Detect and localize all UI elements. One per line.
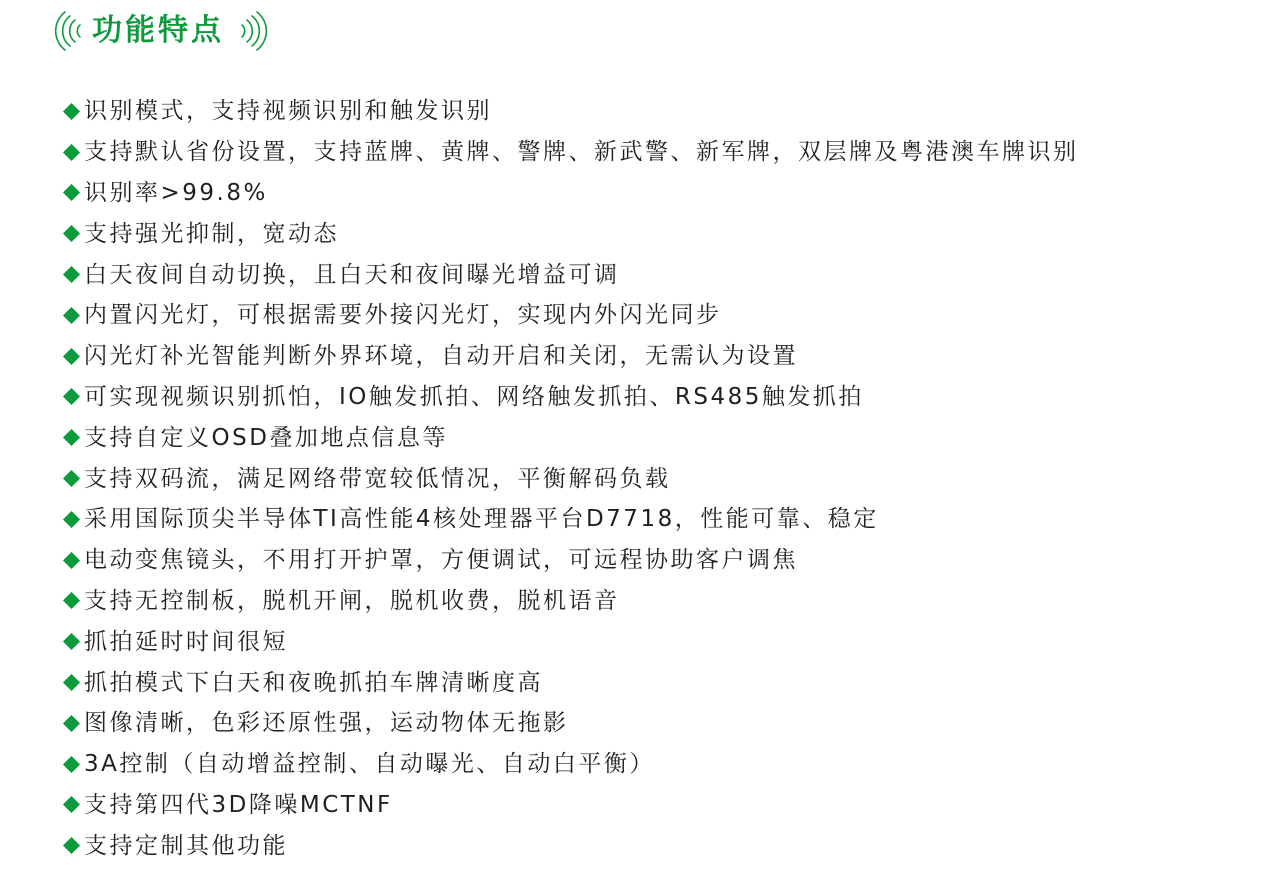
green-diamond-icon	[62, 671, 84, 695]
sound-waves-left-icon	[52, 9, 86, 53]
sound-waves-right-icon	[236, 9, 270, 53]
green-diamond-icon	[62, 385, 84, 409]
green-diamond-icon	[62, 426, 84, 450]
green-diamond-icon	[62, 181, 84, 205]
green-diamond-icon	[62, 834, 84, 858]
green-diamond-icon	[62, 507, 84, 531]
feature-text: 3A控制（自动增益控制、自动曝光、自动白平衡）	[84, 751, 655, 778]
feature-text: 支持定制其他功能	[84, 832, 288, 859]
green-diamond-icon	[62, 344, 84, 368]
feature-text: 支持双码流，满足网络带宽较低情况，平衡解码负载	[84, 465, 671, 492]
green-diamond-icon	[62, 467, 84, 491]
list-item	[62, 785, 1079, 826]
feature-text: 支持默认省份设置，支持蓝牌、黄牌、警牌、新武警、新军牌，双层牌及粤港澳车牌识别	[84, 139, 1079, 166]
list-item	[62, 458, 1079, 499]
list-item	[62, 581, 1079, 622]
list-item	[62, 662, 1079, 703]
page-title: 功能特点	[92, 13, 224, 48]
green-diamond-icon	[62, 630, 84, 654]
green-diamond-icon	[62, 303, 84, 327]
feature-text: 支持自定义OSD叠加地点信息等	[84, 424, 448, 451]
section-header	[52, 8, 270, 54]
feature-list	[62, 91, 1079, 866]
feature-text: 白天夜间自动切换，且白天和夜间曝光增益可调	[84, 261, 620, 288]
list-item	[62, 254, 1079, 295]
green-diamond-icon	[62, 752, 84, 776]
feature-text: 支持第四代3D降噪MCTNF	[84, 791, 393, 818]
list-item	[62, 417, 1079, 458]
list-item	[62, 213, 1079, 254]
feature-text: 支持强光抑制，宽动态	[84, 220, 339, 247]
list-item	[62, 173, 1079, 214]
feature-text: 可实现视频识别抓怕，IO触发抓拍、网络触发抓拍、RS485触发抓拍	[84, 383, 864, 410]
feature-text: 支持无控制板，脱机开闸，脱机收费，脱机语音	[84, 587, 620, 614]
list-item	[62, 295, 1079, 336]
green-diamond-icon	[62, 222, 84, 246]
feature-text: 电动变焦镜头，不用打开护罩，方便调试，可远程协助客户调焦	[84, 547, 798, 574]
list-item	[62, 132, 1079, 173]
list-item	[62, 336, 1079, 377]
green-diamond-icon	[62, 99, 84, 123]
feature-text: 识别率>99.8%	[84, 179, 268, 206]
list-item	[62, 91, 1079, 132]
green-diamond-icon	[62, 140, 84, 164]
feature-text: 闪光灯补光智能判断外界环境，自动开启和关闭，无需认为设置	[84, 343, 798, 370]
green-diamond-icon	[62, 793, 84, 817]
list-item	[62, 499, 1079, 540]
list-item	[62, 377, 1079, 418]
green-diamond-icon	[62, 263, 84, 287]
green-diamond-icon	[62, 548, 84, 572]
feature-text: 图像清晰，色彩还原性强，运动物体无拖影	[84, 710, 569, 737]
green-diamond-icon	[62, 711, 84, 735]
list-item	[62, 621, 1079, 662]
list-item	[62, 540, 1079, 581]
feature-text: 抓拍模式下白天和夜晚抓拍车牌清晰度高	[84, 669, 543, 696]
list-item	[62, 703, 1079, 744]
feature-text: 识别模式，支持视频识别和触发识别	[84, 98, 492, 125]
list-item	[62, 744, 1079, 785]
feature-text: 采用国际顶尖半导体TI高性能4核处理器平台D7718，性能可靠、稳定	[84, 506, 879, 533]
feature-text: 内置闪光灯，可根据需要外接闪光灯，实现内外闪光同步	[84, 302, 722, 329]
list-item	[62, 825, 1079, 866]
green-diamond-icon	[62, 589, 84, 613]
feature-text: 抓拍延时时间很短	[84, 628, 288, 655]
